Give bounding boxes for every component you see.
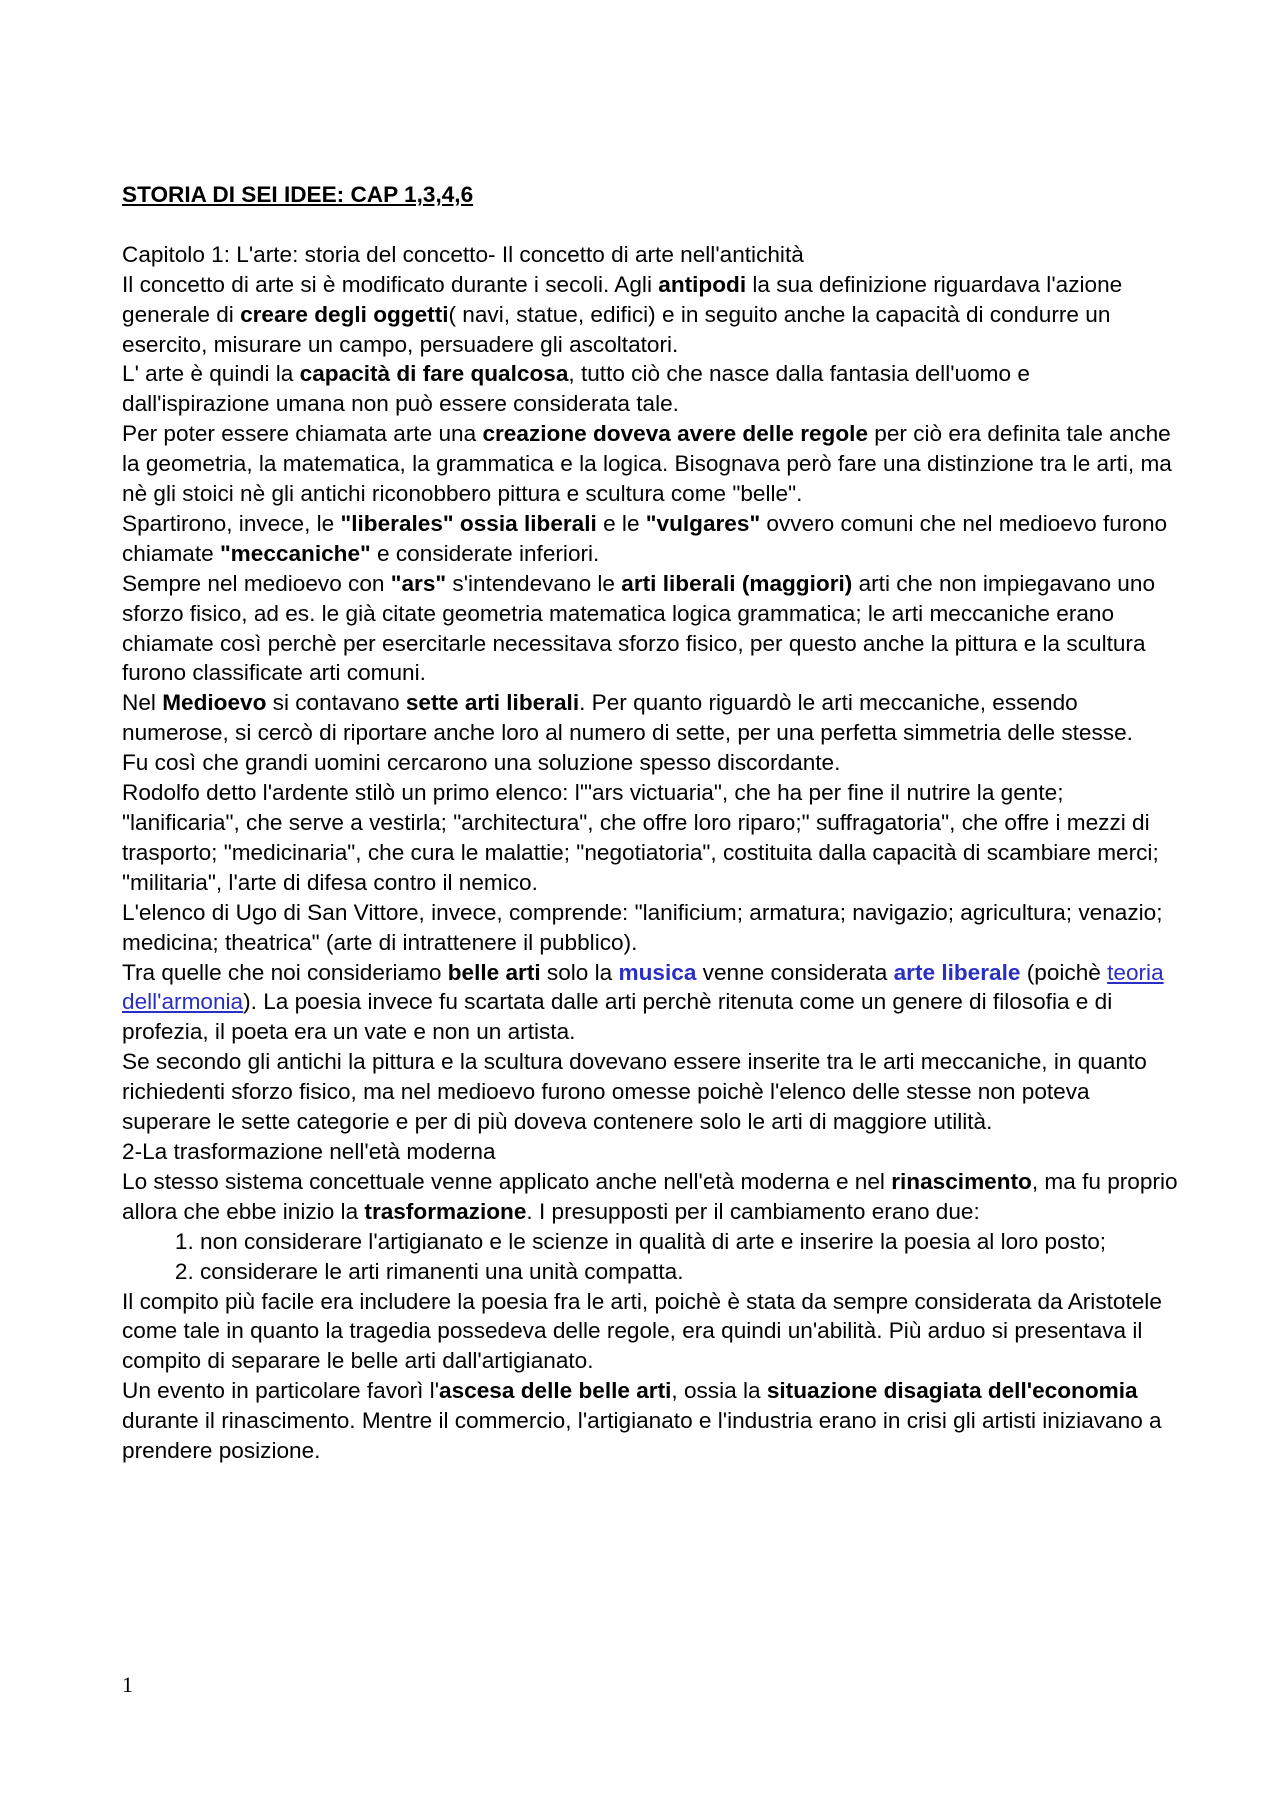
- text-run: ( navi, statue, edifici) e in seguito anche la capacità di condurre un esercito, misurare un campo, persuadere gli ascoltatori.: [122, 301, 1111, 357]
- bold-term: "meccaniche": [219, 540, 371, 566]
- chapter-heading: Capitolo 1: L'arte: storia del concetto- Il concetto di arte nell'antichità: [122, 241, 804, 267]
- text-run: Tra quelle che noi consideriamo: [122, 959, 448, 985]
- text-run: venne considerata: [696, 959, 894, 985]
- paragraph: Il compito più facile era includere la poesia fra le arti, poichè è stata da sempre considerata da Aristotele come tale in quanto la tragedia possedeva delle regole, era quindi un'abilità. Più arduo si presentava il compito di separare le belle arti dall'artigianato.: [122, 1288, 1162, 1374]
- bold-term: situazione disagiata dell'economia: [766, 1378, 1138, 1404]
- highlighted-term: musica: [618, 959, 697, 985]
- text-run: . Per quanto riguardò le arti meccaniche, essendo numerose, si cercò di riportare anche loro al numero di sette, per una perfetta simmetria delle stesse.: [122, 690, 1133, 746]
- paragraph: [122, 688, 1182, 748]
- paragraph: Se secondo gli antichi la pittura e la scultura dovevano essere inserite tra le arti meccaniche, in quanto richiedenti sforzo fisico, ma nel medioevo furono omesse poichè l'elenco delle stesse non poteva superare le sette categorie e per di più doveva contenere solo le arti di maggiore utilità.: [122, 1049, 1147, 1135]
- text-run: (poichè: [1020, 959, 1108, 985]
- highlighted-term: arte liberale: [893, 959, 1021, 985]
- paragraph: [122, 509, 1182, 569]
- text-run: arti che non impiegavano uno sforzo fisico, ad es. le già citate geometria matematica logica grammatica; le arti meccaniche erano chiamate così perchè per esercitarle necessitava sforzo fisico, per questo anche la pittura e la scultura furono classificate arti comuni.: [122, 570, 1156, 686]
- bold-term: "ars": [390, 570, 447, 596]
- bold-term: Medioevo: [162, 690, 267, 716]
- text-run: L' arte è quindi la: [122, 361, 300, 387]
- bold-term: trasformazione: [364, 1198, 527, 1224]
- bold-term: belle arti: [447, 959, 541, 985]
- text-run: , ma fu proprio allora che ebbe inizio la: [122, 1168, 1178, 1224]
- text-run: Per poter essere chiamata arte una: [122, 421, 483, 447]
- text-run: Il concetto di arte si è modificato durante i secoli. Agli: [122, 271, 659, 297]
- text-run: Sempre nel medioevo con: [122, 570, 391, 596]
- text-run: . I presupposti per il cambiamento erano due:: [526, 1198, 980, 1224]
- paragraph: [122, 569, 1182, 689]
- text-run: Nel: [122, 690, 163, 716]
- document-title: STORIA DI SEI IDEE: CAP 1,3,4,6: [122, 182, 474, 207]
- paragraph: Fu così che grandi uomini cercarono una soluzione spesso discordante.: [122, 750, 841, 776]
- bold-term: arti liberali (maggiori): [621, 570, 853, 596]
- paragraph: [122, 359, 1182, 419]
- text-run: Un evento in particolare favorì l': [122, 1378, 440, 1404]
- bold-term: "liberales" ossia liberali: [340, 510, 597, 536]
- text-run: Lo stesso sistema concettuale venne applicato anche nell'età moderna e nel: [122, 1168, 892, 1194]
- hyperlink-teoria-armonia[interactable]: teoria dell'armonia: [122, 959, 1164, 1015]
- list-item: 2. considerare le arti rimanenti una unità compatta.: [200, 1257, 1182, 1287]
- bold-term: creare degli oggetti: [240, 301, 449, 327]
- numbered-list: [122, 1227, 1182, 1287]
- bold-term: sette arti liberali: [405, 690, 580, 716]
- paragraph: [122, 958, 1182, 1048]
- text-run: ovvero comuni che nel medioevo furono chiamate: [122, 510, 1168, 566]
- bold-term: capacità di fare qualcosa: [299, 361, 569, 387]
- text-run: e le: [596, 510, 646, 536]
- bold-term: rinascimento: [891, 1168, 1032, 1194]
- text-run: si contavano: [266, 690, 406, 716]
- bold-term: antipodi: [658, 271, 747, 297]
- text-run: ). La poesia invece fu scartata dalle arti perchè ritenuta come un genere di filosofia e di profezia, il poeta era un vate e non un artista.: [122, 989, 1113, 1045]
- paragraph: [122, 1167, 1182, 1227]
- paragraph: [122, 270, 1182, 360]
- paragraph: Rodolfo detto l'ardente stilò un primo elenco: l'"ars victuaria", che ha per fine il nutrire la gente; "lanificaria", che serve a vestirla; "architectura", che offre loro riparo;" suffragatoria", che offre i mezzi di trasporto; "medicinaria", che cura le malattie; "negotiatoria", costituita dalla capacità di scambiare merci; "militaria", l'arte di difesa contro il nemico.: [122, 780, 1159, 895]
- text-run: s'intendevano le: [446, 570, 622, 596]
- paragraph: L'elenco di Ugo di San Vittore, invece, comprende: "lanificium; armatura; navigazio; agricultura; venazio; medicina; theatrica" (arte di intrattenere il pubblico).: [122, 899, 1163, 955]
- bold-term: "vulgares": [645, 510, 761, 536]
- text-run: e considerate inferiori.: [370, 540, 600, 566]
- text-run: , tutto ciò che nasce dalla fantasia dell'uomo e dall'ispirazione umana non può essere considerata tale.: [122, 361, 1030, 417]
- bold-term: ascesa delle belle arti: [439, 1378, 672, 1404]
- text-run: , ossia la: [671, 1378, 767, 1404]
- paragraph: [122, 419, 1182, 509]
- text-run: Spartirono, invece, le: [122, 510, 341, 536]
- text-run: durante il rinascimento. Mentre il commercio, l'artigianato e l'industria erano in crisi gli artisti iniziavano a prendere posizione.: [122, 1408, 1162, 1464]
- page-number: 1: [122, 1672, 133, 1697]
- text-run: per ciò era definita tale anche la geometria, la matematica, la grammatica e la logica. Bisognava però fare una distinzione tra le arti, ma nè gli stoici nè gli antichi riconobbero pittura e scultura come "belle".: [122, 421, 1172, 507]
- text-run: solo la: [540, 959, 619, 985]
- document-body: [122, 180, 1182, 1466]
- blank-line: [122, 210, 1182, 240]
- list-item: 1. non considerare l'artigianato e le scienze in qualità di arte e inserire la poesia al loro posto;: [200, 1227, 1182, 1257]
- paragraph: [122, 1376, 1182, 1466]
- bold-term: creazione doveva avere delle regole: [482, 421, 869, 447]
- section-heading: 2-La trasformazione nell'età moderna: [122, 1138, 496, 1164]
- text-run: la sua definizione riguardava l'azione generale di: [122, 271, 1123, 327]
